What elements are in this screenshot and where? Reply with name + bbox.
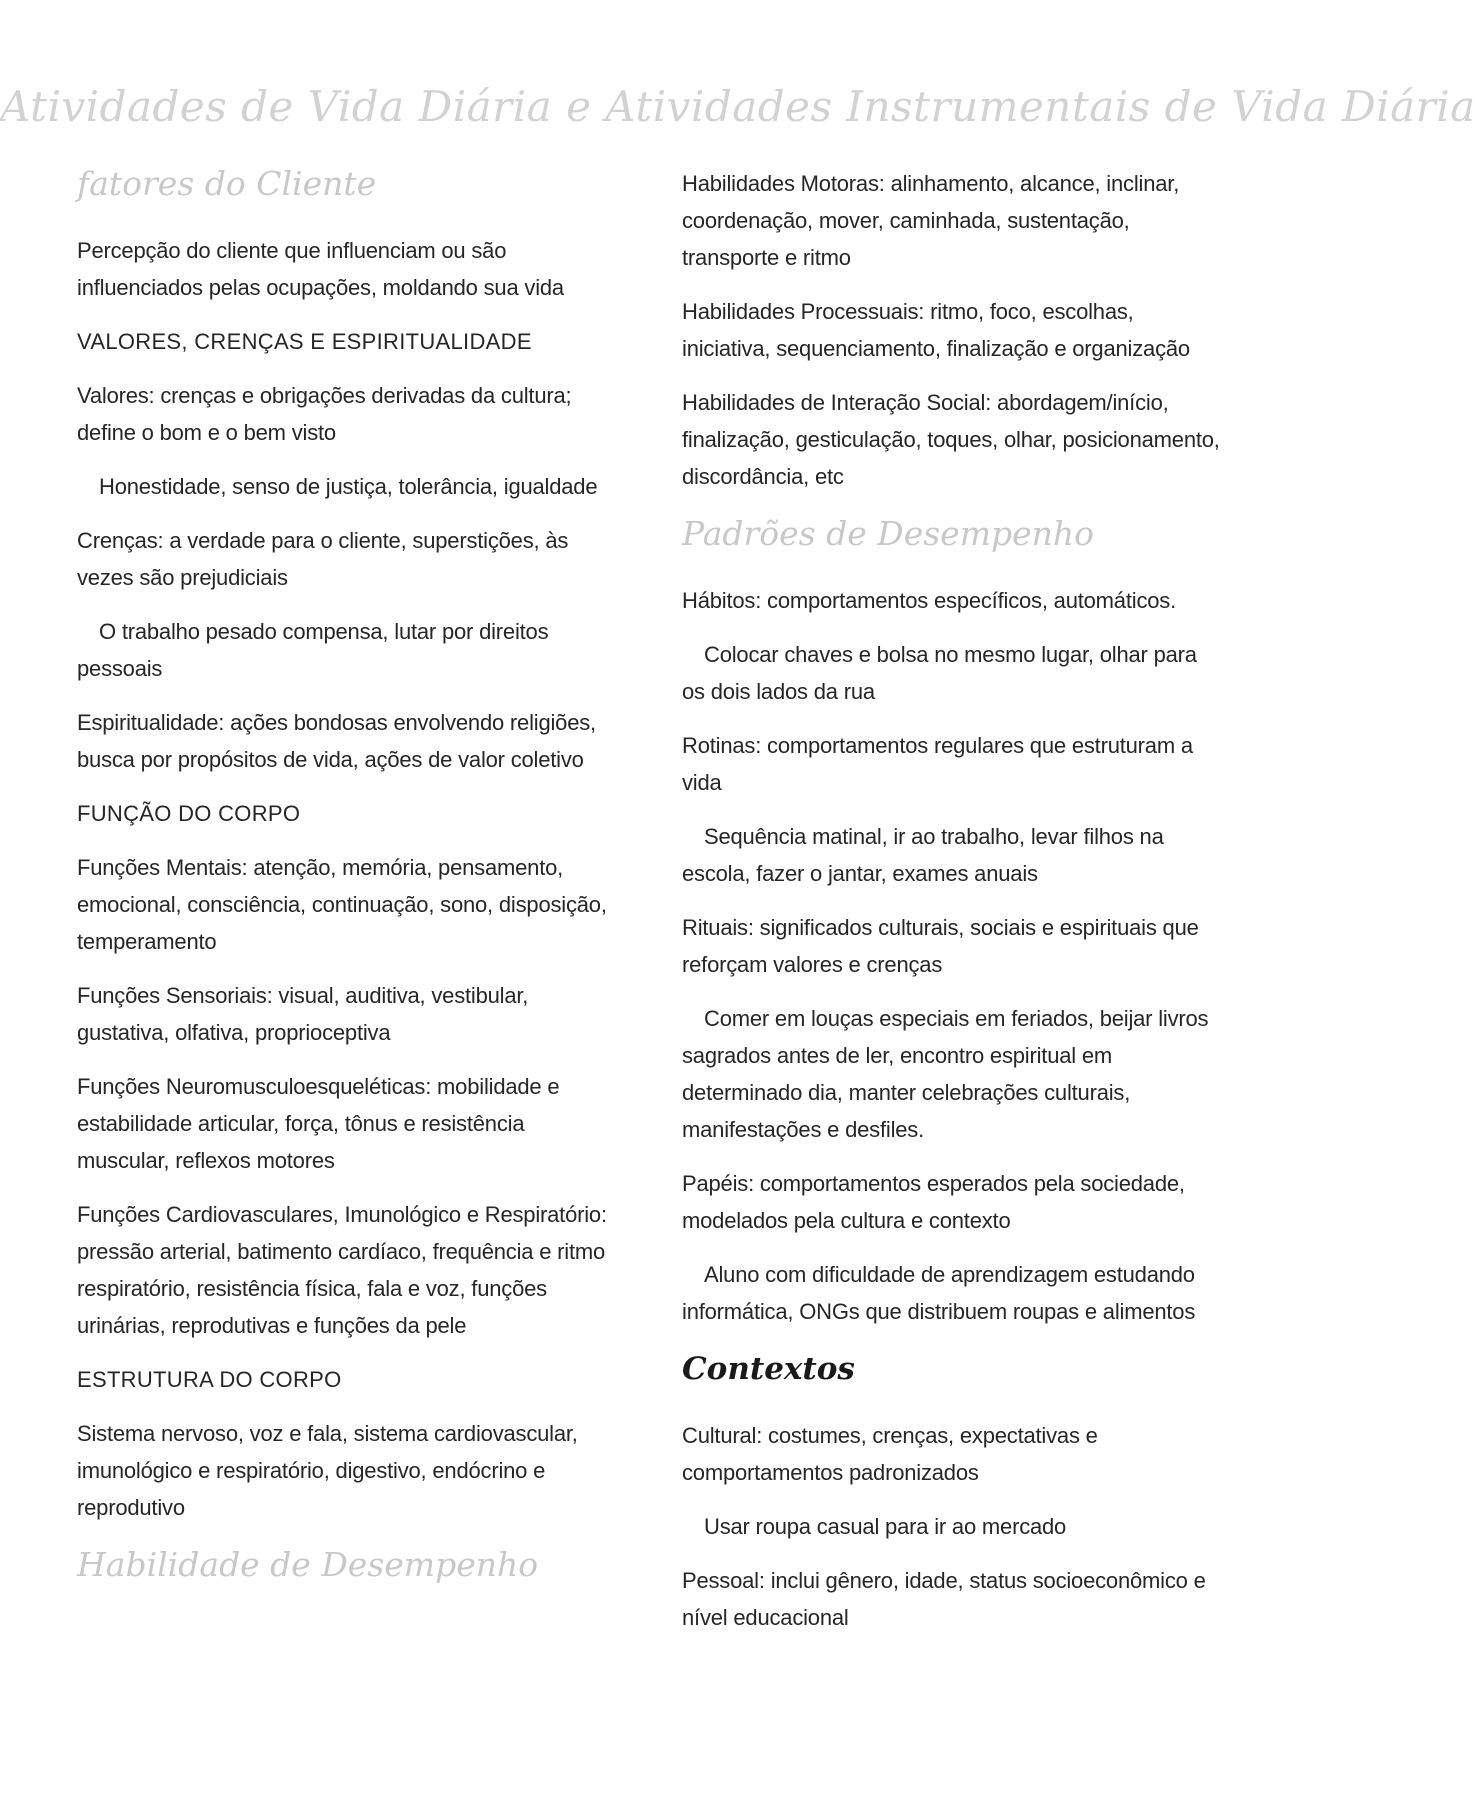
paragraph: Funções Cardiovasculares, Imunológico e Respiratório: pressão arterial, batimento cardíaco, frequência e ritmo respiratório, resistência física, fala e voz, funções urinárias, reprodutivas e funções da pele (77, 1202, 607, 1338)
paragraph: Funções Sensoriais: visual, auditiva, vestibular, gustativa, olfativa, proprioceptiva (77, 983, 529, 1045)
page-title: Atividades de Vida Diária e Atividades Instrumentais de Vida Diária (0, 82, 1476, 131)
example-paragraph: Honestidade, senso de justiça, tolerância, igualdade (99, 474, 598, 499)
paragraph: Papéis: comportamentos esperados pela sociedade, modelados pela cultura e contexto (682, 1171, 1185, 1233)
example-paragraph: O trabalho pesado compensa, lutar por direitos pessoais (77, 619, 549, 681)
heading-fatores-do-cliente: fatores do Cliente (77, 164, 377, 203)
example-paragraph: Usar roupa casual para ir ao mercado (704, 1514, 1067, 1539)
paragraph: Hábitos: comportamentos específicos, automáticos. (682, 588, 1176, 613)
example-paragraph: Aluno com dificuldade de aprendizagem estudando informática, ONGs que distribuem roupas e alimentos (682, 1262, 1196, 1324)
left-column (77, 160, 617, 1613)
heading-padroes-de-desempenho: Padrões de Desempenho (682, 514, 1095, 553)
paragraph: Rotinas: comportamentos regulares que estruturam a vida (682, 733, 1193, 795)
paragraph: Habilidades de Interação Social: abordagem/início, finalização, gesticulação, toques, olhar, posicionamento, discordância, etc (682, 390, 1220, 489)
paragraph: Rituais: significados culturais, sociais e espirituais que reforçam valores e crenças (682, 915, 1199, 977)
heading-contextos: Contextos (682, 1351, 855, 1387)
paragraph: Habilidades Motoras: alinhamento, alcance, inclinar, coordenação, mover, caminhada, sustentação, transporte e ritmo (682, 171, 1180, 270)
paragraph: Espiritualidade: ações bondosas envolvendo religiões, busca por propósitos de vida, ações de valor coletivo (77, 710, 596, 772)
example-paragraph: Colocar chaves e bolsa no mesmo lugar, olhar para os dois lados da rua (682, 642, 1197, 704)
paragraph: Pessoal: inclui gênero, idade, status socioeconômico e nível educacional (682, 1568, 1206, 1630)
paragraph: Funções Neuromusculoesqueléticas: mobilidade e estabilidade articular, força, tônus e resistência muscular, reflexos motores (77, 1074, 560, 1173)
paragraph: Sistema nervoso, voz e fala, sistema cardiovascular, imunológico e respiratório, digestivo, endócrino e reprodutivo (77, 1421, 578, 1520)
subheading-valores: VALORES, CRENÇAS E ESPIRITUALIDADE (77, 329, 532, 354)
paragraph: Percepção do cliente que influenciam ou são influenciados pelas ocupações, moldando sua vida (77, 238, 564, 300)
subheading-estrutura-do-corpo: ESTRUTURA DO CORPO (77, 1367, 342, 1392)
heading-habilidade-de-desempenho: Habilidade de Desempenho (77, 1545, 539, 1584)
paragraph: Habilidades Processuais: ritmo, foco, escolhas, iniciativa, sequenciamento, finalização e organização (682, 299, 1190, 361)
example-paragraph: Comer em louças especiais em feriados, beijar livros sagrados antes de ler, encontro espiritual em determinado dia, manter celebrações culturais, manifestações e desfiles. (682, 1006, 1209, 1142)
paragraph: Funções Mentais: atenção, memória, pensamento, emocional, consciência, continuação, sono, disposição, temperamento (77, 855, 607, 954)
paragraph: Crenças: a verdade para o cliente, superstições, às vezes são prejudiciais (77, 528, 569, 590)
paragraph: Cultural: costumes, crenças, expectativas e comportamentos padronizados (682, 1423, 1098, 1485)
right-column (682, 165, 1222, 1653)
subheading-funcao-do-corpo: FUNÇÃO DO CORPO (77, 801, 301, 826)
paragraph: Valores: crenças e obrigações derivadas da cultura; define o bom e o bem visto (77, 383, 572, 445)
example-paragraph: Sequência matinal, ir ao trabalho, levar filhos na escola, fazer o jantar, exames anuais (682, 824, 1164, 886)
